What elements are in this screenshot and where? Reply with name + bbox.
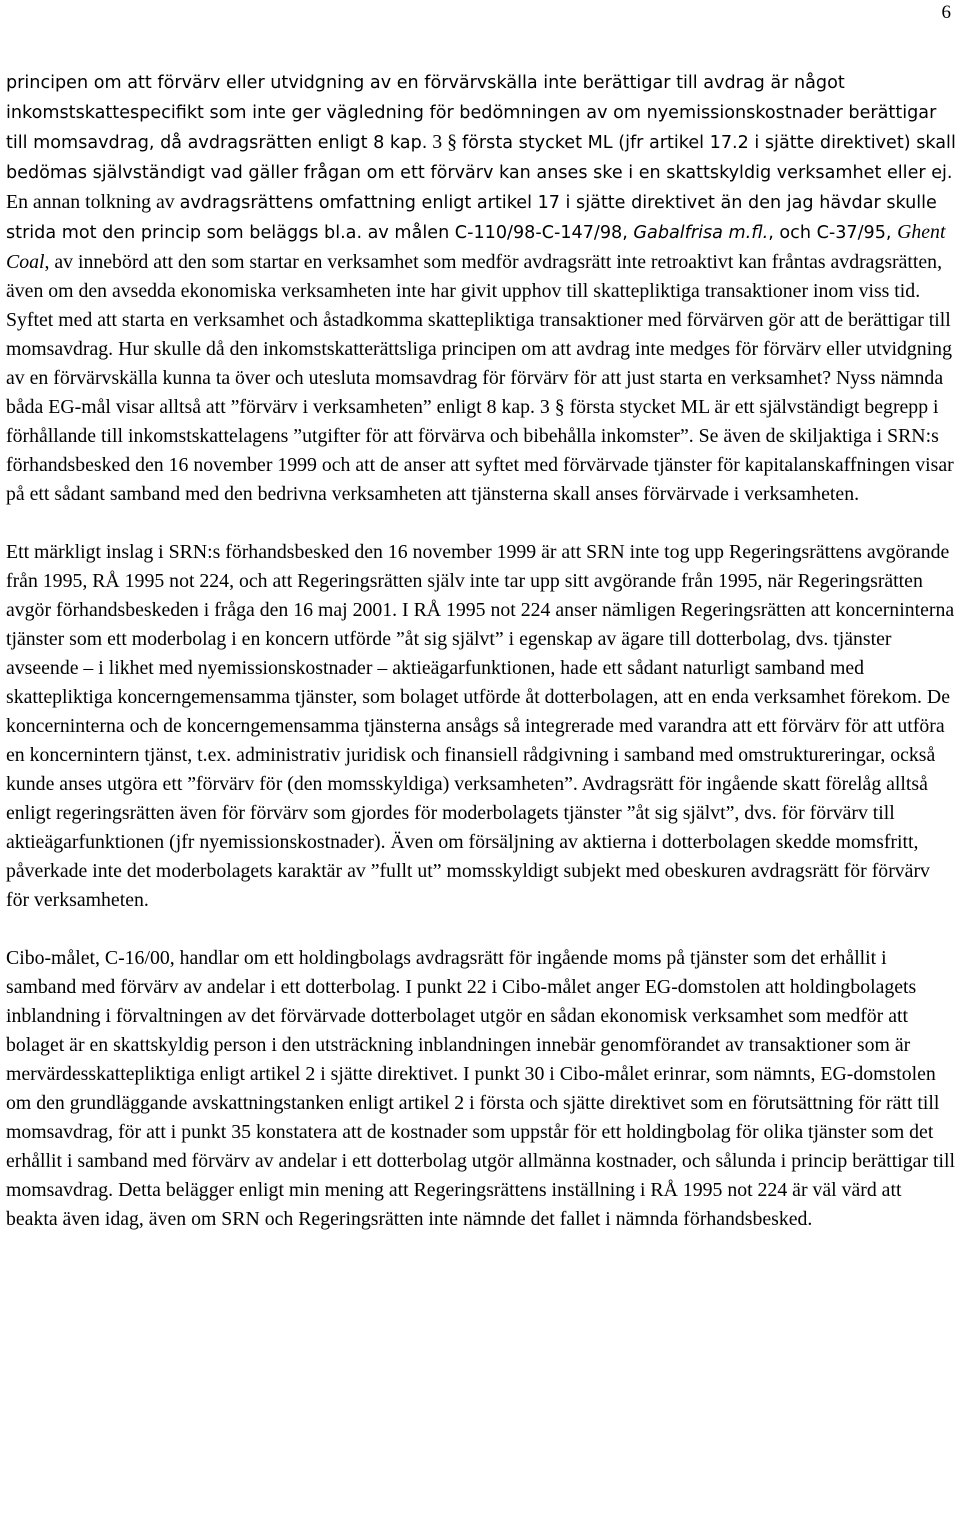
text-segment: Ett märkligt inslag i SRN:s förhandsbesked den 16 november 1999 är att SRN inte tog upp Regeringsrättens avgörande från 1995, RÅ 1995 not 224, och att Regeringsrätten själv inte tar upp sitt avgörande från 1995, när Regeringsrätten avgör förhandsbeskeden i fråga den 16 maj 2001. I RÅ 1995 not 224 anser nämligen Regeringsrätten att koncerninterna tjänster som ett moderbolag i en koncern utförde ”åt sig självt” i egenskap av ägare till dotterbolag, dvs. tjänster avseende – i likhet med nyemissionskostnader – aktieägarfunktionen, hade ett sådant naturligt samband med skattepliktiga koncerngemensamma tjänster, som bolaget utförde åt dotterbolagen, att en enda verksamhet förekom. De koncerninterna och de koncerngemensamma tjänsterna ansågs så integrerade med varandra att ett förvärv för att utföra en koncernintern tjänst, t.ex. administrativ juridisk och finansiell rådgivning i samband med omstruktureringar, också kunde anses utgöra ett ”förvärv för (den momsskyldiga) verksamheten”. Avdragsrätt för ingående skatt förelåg alltså enligt regeringsrätten även för förvärv som gjordes för moderbolagets tjänster ”åt sig självt”, dvs. för förvärv till aktieägarfunktionen (jfr nyemissionskostnader). Även om försäljning av aktierna i dotterbolagen skedde momsfritt, påverkade inte det moderbolagets karaktär av ”fullt ut” momsskyldigt subjekt med obeskuren avdragsrätt för förvärv för verksamheten.: [6, 541, 955, 911]
text-segment: Ghent Coal: [6, 221, 946, 273]
text-segment: , och C-37/95,: [768, 223, 898, 243]
text-segment: principen om att förvärv eller utvidgning av en förvärvskälla inte berättigar till avdrag är något inkomstskattespecifikt som inte ger vägledning för bedömningen av om nyemissionskostnader berättigar till momsavdrag, då avdragsrätten enligt 8 kap.: [6, 73, 937, 153]
text-segment: Cibo-målet, C-16/00, handlar om ett holdingbolags avdragsrätt för ingående moms på tjänster som det erhållit i samband med förvärv av andelar i ett dotterbolag. I punkt 22 i Cibo-målet anger EG-domstolen att holdingbolagets inblandning i förvaltningen av det förvärvade dotterbolaget utgör en sådan ekonomisk verksamhet som medför att bolaget är en skattskyldig person i den utsträckning inblandningen innebär genomförandet av transaktioner som är mervärdesskattepliktiga enligt artikel 2 i sjätte direktivet. I punkt 30 i Cibo-målet erinrar, som nämnts, EG-domstolen om den grundläggande avskattningstanken enligt artikel 2 i första och sjätte direktivet som en förutsättning för rätt till momsavdrag, för att i punkt 35 konstatera att de kostnader som uppstår för ett holdingbolag för olika tjänster som det erhållit i samband med förvärv av andelar i ett dotterbolag utgör allmänna kostnader, och sålunda i princip berättigar till momsavdrag. Detta belägger enligt min mening att Regeringsrättens inställning i RÅ 1995 not 224 är väl värd att beakta även idag, även om SRN och Regeringsrätten inte nämnde det fallet i nämnda förhandsbesked.: [6, 947, 955, 1230]
text-segment: första stycket ML (jfr artikel 17.2 i sjätte direktivet) skall bedömas självständigt vad gäller frågan om ett förvärv kan anses ske i en skattskyldig verksamhet eller ej.: [6, 133, 956, 183]
paragraph-p2: [6, 538, 956, 915]
text-segment: 3 §: [427, 131, 462, 153]
text-segment: avdragsrättens omfattning enligt artikel 17 i sjätte direktivet än den jag hävdar skulle strida mot den princip som beläggs bl.a. av målen C-110/98-C-147/98,: [6, 193, 937, 243]
page-number: 6: [941, 2, 951, 23]
document-body: [6, 68, 956, 1263]
paragraph-p1: [6, 68, 956, 509]
text-segment: , av innebörd att den som startar en verksamhet som medför avdragsrätt inte retroaktivt kan fråntas avdragsrätten, även om den avsedda ekonomiska verksamheten inte har givit upphov till skattepliktiga transaktioner inom viss tid. Syftet med att starta en verksamhet och åstadkomma skattepliktiga transaktioner med förvärven gör att de berättigar till momsavdrag. Hur skulle då den inkomstskatterättsliga principen om att avdrag inte medges för förvärv eller utvidgning av en förvärvskälla kunna ta över och utesluta momsavdrag för förvärv för att just starta en verksamhet? Nyss nämnda båda EG-mål visar alltså att ”förvärv i verksamheten” enligt 8 kap. 3 § första stycket ML är ett självständigt begrepp i förhållande till inkomstskattelagens ”utgifter för att förvärva och bibehålla inkomster”. Se även de skiljaktiga i SRN:s förhandsbesked den 16 november 1999 och att de anser att syftet med förvärvade tjänster för kapitalanskaffningen visar på ett sådant samband med den bedrivna verksamheten att tjänsterna skall anses förvärvade i verksamheten.: [6, 251, 954, 505]
text-segment: En annan tolkning av: [6, 191, 180, 213]
text-segment: Gabalfrisa m.fl.: [633, 223, 769, 243]
paragraph-p3: [6, 944, 956, 1234]
